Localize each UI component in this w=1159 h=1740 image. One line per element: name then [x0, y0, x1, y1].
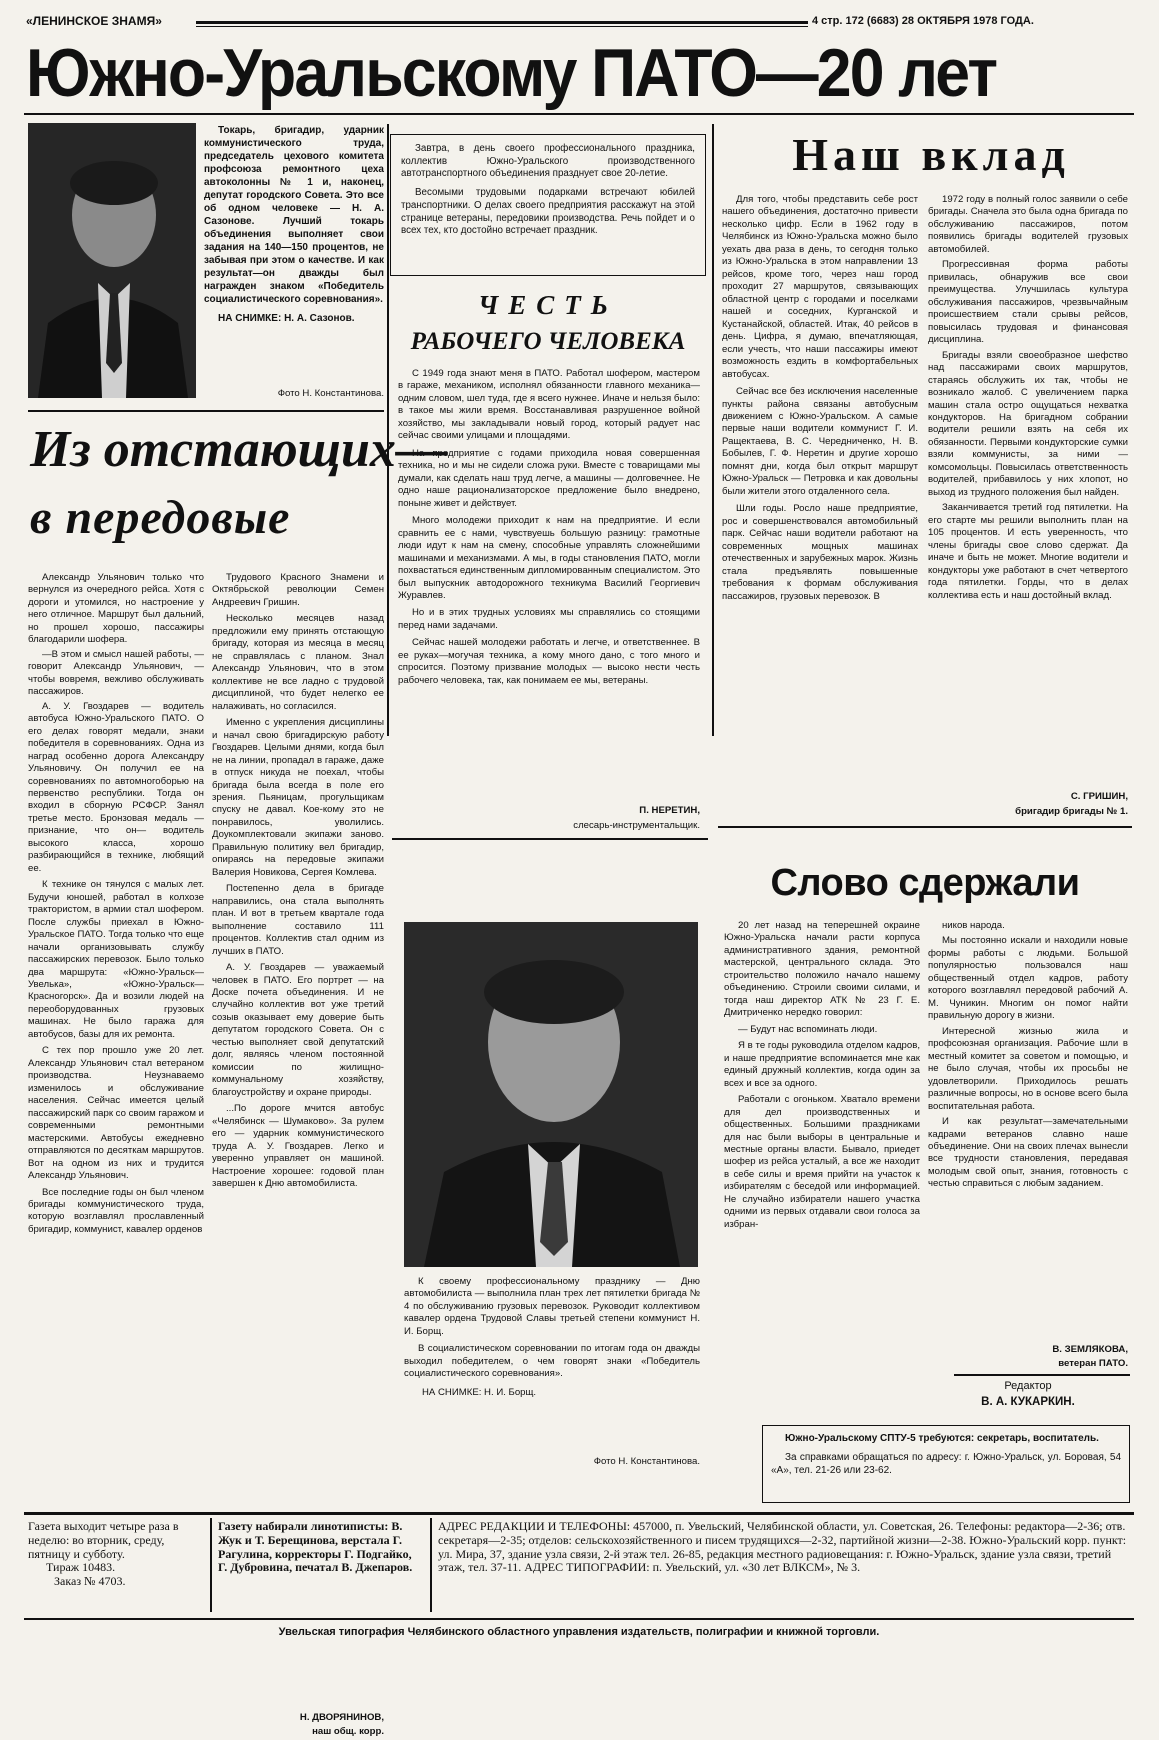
slovo-col2: ников народа. Мы постоянно искали и находили новые формы работы с людьми. Большой популярностью пользовался наш общественный отдел кадров, работу которого возглавлял передовой рабочий А. М. Чуникин. Многим он помог найти правильную дорогу в жизни. Интересной жизнью жила и профсоюзная организация. Рабочие шли в местный комитет за советом и помощью, и не было случая, чтобы их просьбы не удовлетворили. Приходилось решать различные вопросы, но в основе всего была воспитательная работа. И как результат—замечательными кадрами ветеранов славно наше объединение. Они на своих плечах вынесли все трудности становления, передавая молодым свой опыт, знания, готовность с честью справиться с любым заданием.: [928, 920, 1128, 1190]
otst-col1: Александр Ульянович только что вернулся из очередного рейса. Хотя с дороги и утомился, но настроение у него отличное. Маршрут был дальний, но прошел хорошо, пассажиры благодарили шофера. —В этом и смысл нашей работы, — говорит Александр Ульянович, — чтобы вовремя, вежливо обслуживать пассажиров. А. У. Гвоздарев — водитель автобуса Южно-Уральского ПАТО. О его делах говорят медали, знаки победителя в соревнованиях. Одна из наград особенно дорога Александру Ульяновичу. Он получил ее на соревнованиях по автомногоборью на первенство республики. Тогда он входил в сборную РСФСР. Занял третье место. Бронзовая медаль — признание, что он— водитель высокого класса, хорошо разбирающийся в технике, любящий ее. К технике он тянулся с малых лет. Будучи юношей, работал в колхозе трактористом, в армии стал шофером. После службы приехал в Южно-Уральское ПАТО. Тогда только что еще начали организовывать службу пассажирских перевозок. Было только два маршрута: «Южно-Уральск—Увелька», «Южно-Уральск—Красногорск». Да и возили людей на переоборудованных грузовых машинах. Не было гаража для автобусов, базы для их ремонта. С тех пор прошло уже 20 лет. Александр Ульянович стал ветераном производства. Неузнаваемо изменилось и обслуживание населения. Сейчас имеется целый пассажирский парк со своим гаражом и современными ремонтными мастерскими. Автобусы ежедневно отправляются по десяткам маршрутов. Вот на одном из них и трудится Александр Ульянович. Все последние годы он был членом бригады коммунистического труда, которую возглавлял прославленный бригадир, коммунист, кавалер орденов: [28, 572, 204, 1235]
otst-title-1: Из отстающих—: [30, 421, 448, 478]
vklad-title: Наш вклад: [792, 129, 1070, 180]
footer-staff: Газету набирали линотиписты: В. Жук и Т. Берещинова, верстала Г. Рагулина, корректоры Г. Подгайко, Г. Дубровина, печатал В. Джепаров.: [218, 1519, 413, 1575]
sazonov-photo: [28, 123, 196, 398]
borsch-photo: [404, 922, 698, 1267]
footer-schedule: Газета выходит четыре раза в неделю: во вторник, среду, пятницу и субботу. Тираж 10483. Заказ № 4703.: [28, 1520, 198, 1589]
otst-author: Н. ДВОРЯНИНОВ,: [299, 1712, 384, 1723]
sazonov-text: Токарь, бригадир, ударник коммунистического труда, председатель цехового комитета профсоюза ремонтного цеха автоколонны № 1 и, наконец, депутат городского Совета. Это все об одном человеке — Н. А. Сазонове. Лучший токарь объединения выполняет свои задания на 140—150 процентов, не забывая при этом о качестве. И как результат—он дважды был награжден знаком «Победитель социалистического соревнования». НА СНИМКЕ: Н. А. Сазонов.: [204, 125, 384, 324]
footer-rule: [210, 1518, 212, 1612]
masthead-rule-thin: [196, 26, 808, 27]
footer-zakaz: Заказ № 4703.: [54, 1574, 126, 1589]
sazonov-caption: НА СНИМКЕ: Н. А. Сазонов.: [218, 313, 355, 324]
headline-rule: [24, 113, 1134, 115]
slovo-col1: 20 лет назад на теперешней окраине Южно-Уральска начали расти корпуса административного здания, ремонтной мастерской, центрального склада. Это строительство положило начало нашему объединению. Строили своими силами, и тогда наш директор АТК № 23 Г. Е. Дмитриченко нередко говорил: — Будут нас вспоминать люди. Я в те годы руководила отделом кадров, и наше предприятие вспоминается мне как единый дружный коллектив, когда один за всех и все за одного. Работали с огоньком. Хватало времени для дел производственных и общественных. Большими праздниками для нас были выборы в центральные и местные органы власти. Бывало, приедет шофер из рейса усталый, а все же находит в себе силы и время прийти на участок к избирателям с беседой или информацией. Не случайно избиратели нашего участка одними из первых отдавали свои голоса за избран-: [724, 920, 920, 1230]
intro-box: [390, 134, 706, 276]
borsch-photo-credit: Фото Н. Константинова.: [593, 1456, 700, 1467]
printer-line: Увельская типография Челябинского областного управления издательств, полиграфии и книжной торговли.: [278, 1626, 880, 1638]
borsch-portrait-icon: [404, 922, 698, 1267]
intro-p2: Весомыми трудовыми подарками встречают юбилей транспортники. О делах своего предприятия расскажут на этой странице ветераны, передовики производства. Речь пойдет и о всех тех, кто достойно встречает праздник.: [401, 187, 695, 237]
footer-rule: [430, 1518, 432, 1612]
footer-tirazh: Тираж 10483.: [46, 1560, 116, 1575]
slovo-author-role: ветеран ПАТО.: [1058, 1358, 1128, 1369]
ad-box: [762, 1425, 1130, 1503]
chest-body: С 1949 года знают меня в ПАТО. Работал шофером, мастером в гараже, механиком, исполнял обязанности главного механика—одним словом, шел туда, где я всего нужнее. Иначе и нельзя было: в такое мы жили время. Восстанавливая разрушенное войной хозяйство, мы закладывали новый город, который радует нас сейчас своими улицами и площадями. На предприятие с годами приходила новая совершенная техника, но и мы не сидели сложа руки. Вместе с товарищами мы думали, как сделать наш труд легче, а машины — долговечнее. Не одно наше рационализаторское предложение было внедрено, поныне живет и действует. Много молодежи приходит к нам на предприятие. И если сравнить ее с нами, чувствуешь большую разницу: грамотные люди идут к нам на смену, способные управлять сложнейшими машинами и механизмами. А мы, в годы становления ПАТО, могли похвастаться единственным дипломированным специалистом. Это был выпускник автодорожного техникума Василий Георгиевич Журавлев. Но и в этих трудных условиях мы справлялись со стоящими перед нами задачами. Сейчас нашей молодежи работать и легче, и ответственнее. В ее руках—могучая техника, а кому много дано, с того много и спросится. Поэтому призвание молодых — высоко нести честь рабочего человека, так, как понимаем ее мы, ветераны.: [398, 368, 700, 686]
chest-title-2: РАБОЧЕГО ЧЕЛОВЕКА: [410, 328, 686, 355]
editor-label: Редактор: [1004, 1380, 1052, 1392]
borsch-text: К своему профессиональному празднику — Дню автомобилиста — выполнила план трех лет пятилетки бригада № 4 по обслуживанию грузовых перевозок. Руководит коллективом кавалер ордена Трудовой Славы третьей степени коммунист Н. И. Борщ. В социалистическом соревновании по итогам года он дважды выходил победителем, о чем говорят знаки «Победитель социалистического соревнования». НА СНИМКЕ: Н. И. Борщ.: [404, 1276, 700, 1398]
chest-author-role: слесарь-инструментальщик.: [573, 820, 700, 831]
section-rule: [28, 410, 384, 412]
intro-p1: Завтра, в день своего профессионального праздника, коллектив Южно-Уральского производственного автотранспортного объединения празднует свое 20-летие.: [401, 143, 695, 180]
sazonov-photo-credit: Фото Н. Константинова.: [277, 388, 384, 399]
slovo-title: Слово сдержали: [770, 862, 1080, 904]
slovo-author: В. ЗЕМЛЯКОВА,: [1052, 1344, 1128, 1355]
vklad-col2: 1972 году в полный голос заявили о себе бригады. Сначела это была одна бригада по обслуживанию пассажиров, потом появились бригады водителей грузовых автомобилей. Прогрессивная форма работы привилась, обнаружив все свои преимущества. Улучшилась культура обслуживания пассажиров, чрезвычайным происшествием стали срывы рейсов, повысилась трудовая и финансовая дисциплина. Бригады взяли своеобразное шефство над пассажирами своих маршрутов, стараясь обслужить их так, чтобы не возникало жалоб. С увеличением парка машин стала остро ощущаться нехватка кондукторов. На бригадном собрании водители решили взять на себя их обязанности. Первыми кондукторские сумки взяли коммунисты, за ними — комсомольцы. Повысилась ответственность водителей, прибавилось у них хлопот, но выход из трудного положения был найден. Заканчивается третий год пятилетки. На его старте мы решили выполнить план на 105 процентов. И есть уверенность, что члены бригады свое слово сдержат. Да иначе и быть не может. Многие водители и кондукторы уже работают в счет четвертого года пятилетки. Горды, что в делах коллектива есть и наш достойный вклад.: [928, 194, 1128, 601]
paper-name: «ЛЕНИНСКОЕ ЗНАМЯ»: [26, 14, 162, 28]
ad-line2: За справками обращаться по адресу: г. Южно-Уральск, ул. Боровая, 54 «А», тел. 21-26 или 23-62.: [771, 1452, 1121, 1476]
main-headline: Южно-Уральскому ПАТО—20 лет: [26, 35, 997, 111]
footer-address: АДРЕС РЕДАКЦИИ И ТЕЛЕФОНЫ: 457000, п. Увельский, Челябинской области, ул. Советская, 26. Телефоны: редактора—2-36; отв. секретаря—2-35; отделов: сельскохозяйственного и писем трудящихся—2-32, партийной жизни—2-38. Южно-Уральский корр. пункт: ул. Мира, 37, здание узла связи, 2-й этаж тел. 26-85, редакция местного радиовещания: г. Южно-Уральск, здание узла связи, третий этаж, тел. 37-11. АДРЕС ТИПОГРАФИИ: п. Увельский, ул. «30 лет ВЛКСМ», № 3.: [438, 1519, 1127, 1575]
otst-title-2: в передовые: [30, 491, 291, 544]
sazonov-portrait-icon: [28, 123, 196, 398]
issue-info: 4 стр. 172 (6683) 28 ОКТЯБРЯ 1978 ГОДА.: [812, 15, 1034, 27]
section-rule: [718, 826, 1132, 828]
footer-rule-top: [24, 1512, 1134, 1515]
vklad-author: С. ГРИШИН,: [1070, 791, 1128, 802]
vklad-author-role: бригадир бригады № 1.: [1015, 806, 1128, 817]
borsch-caption: НА СНИМКЕ: Н. И. Борщ.: [422, 1386, 537, 1398]
footer-rule-bottom: [24, 1618, 1134, 1620]
section-rule: [954, 1374, 1130, 1376]
ad-line1: Южно-Уральскому СПТУ-5 требуются: секретарь, воспитатель.: [785, 1433, 1099, 1444]
editor-name: В. А. КУКАРКИН.: [981, 1396, 1075, 1408]
chest-title-1: ЧЕСТЬ: [478, 290, 618, 320]
otst-author-role: наш общ. корр.: [312, 1726, 384, 1737]
masthead-rule: [196, 21, 808, 24]
section-rule: [392, 838, 708, 840]
vklad-col1: Для того, чтобы представить себе рост нашего объединения, достаточно привести несколько цифр. Если в 1962 году в Челябинск из Южно-Уральска можно было уехать два раза в день, то сегодня только из Южно-Уральска в этом направлении 13 рейсов, кроме того, через наш город проходит 27 маршрутов, связывающих областной центр с городами и поселками нашей и соседних, Курганской и Кустанайской, областей. Итак, 40 рейсов в день. Цифра, я думаю, впечатляющая, если учесть, что наши пассажиры имеют возможность ездить в комфортабельных автобусах. Сейчас все без исключения населенные пункты района связаны автобусным движением с Южно-Уральском. А самые первые наши водители коммунист Г. И. Ращектаева, В. С. Чередниченко, Н. В. Бобылев, Г. Ф. Неретин и другие хорошо помнят дни, когда был открыт маршрут Южно-Уральск — Петровка и как довольны были жители этого отдаленного села. Шли годы. Росло наше предприятие, рос и совершенствовался автомобильный парк. Сейчас наши водители работают на современных мощных машинах отечественных и зарубежных марок. Жизнь стала предъявлять повышенные требования к формам обслуживания пассажиров, грузовых перевозок. В: [722, 194, 918, 602]
column-rule: [712, 124, 714, 736]
otst-col2: Трудового Красного Знамени и Октябрьской революции Семен Андреевич Гришин. Несколько месяцев назад предложили ему принять отстающую бригаду, которая из месяца в месяц не справлялась с планом. Знал Александр Ульянович, что в этом коллективе не все ладно с трудовой дисциплиной, что будет нелегко ее налаживать, но согласился. Именно с укрепления дисциплины и начал свою бригадирскую работу Гвоздарев. Целыми днями, когда был не на линии, пропадал в гараже, даже в отпуск никуда не поехал, чтобы бригада была всегда в поле его зрения. Пьяницам, прогульщикам спуску не давал. Кое-кому это не понравилось, уволились. Доукомплектовали экипажи заново. Правильную политику вел бригадир, опираясь на передовые экипажи Валерия Новикова, Сергея Комлева. Постепенно дела в бригаде направились, она стала выполнять план. И вот в третьем квартале года выполнение составило 111 процентов. Коллектив стал одним из лучших в ПАТО. А. У. Гвоздарев — уважаемый человек в ПАТО. Его портрет — на Доске почета объединения. И не случайно коллектив вот уже третий созыв оказывает ему доверие быть депутатом городского Совета. Он с честью выполняет свой депутатский долг, являясь членом постоянной комиссии по жилищно-коммунальному хозяйству, благоустройству и охране природы. ...По дороге мчится автобус «Челябинск — Шумаково». За рулем его — ударник коммунистического труда А. У. Гвоздарев. Легко и уверенно управляет он машиной. Настроение хорошее: годовой план завершен к Дню автомобилиста.: [212, 572, 384, 1190]
chest-author: П. НЕРЕТИН,: [639, 805, 700, 816]
